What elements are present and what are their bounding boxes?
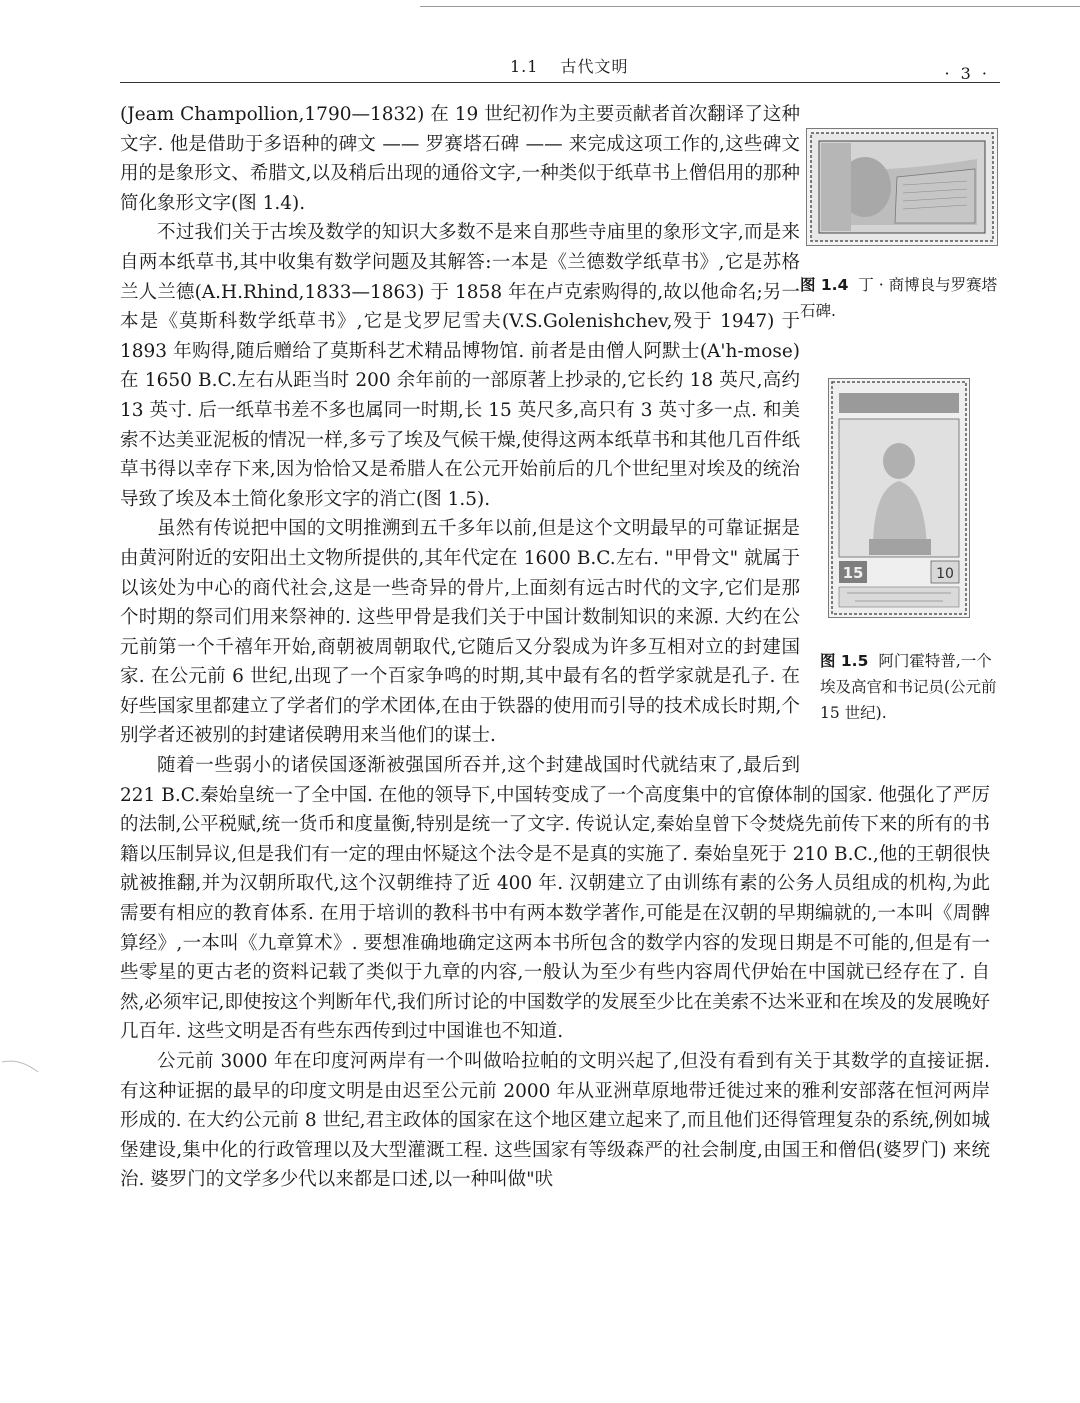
paragraph-chinese-civilization: 虽然有传说把中国的文明推溯到五千多年以前,但是这个文明最早的可靠证据是由黄河附近的安阳出土文物所提供的,其年代定在 1600 B.C.左右. "甲骨文" 就属于以该处为中心的商代社会,这是一些奇异的骨片,上面刻有远古时代的文字,它们是那个时期的祭司们用来祭神的. 这些甲骨是我们关于中国计数制知识的来源. 大约在公元前第一个千禧年开始,商朝被周朝取代,它随后又分裂成为许多互相对立的封建国家. 在公元前 6 世纪,出现了一个百家争鸣的时期,其中最有名的哲学家就是孔子. 在好些国家里都建立了学者们的学术团体,在由于铁器的使用而引导的技术成长时期,个别学者还被别的封建诸侯聘用来当他们的谋士. (120, 518, 800, 747)
amenhotep-stamp-picture (829, 379, 969, 617)
header-rule (120, 82, 1000, 83)
figure-1-4-caption (800, 272, 1000, 324)
paragraph-indian-civilization: 公元前 3000 年在印度河两岸有一个叫做哈拉帕的文明兴起了,但没有看到有关于其数学的直接证据. 有这种证据的最早的印度文明是由迟至公元前 2000 年从亚洲草原地带迁徙过来的雅利安部落在恒河两岸形成的. 在大约公元前 8 世纪,君主政体的国家在这个地区建立起来了,而且他们还得管理复杂的系统,例如城堡建设,集中化的行政管理以及大型灌溉工程. 这些国家有等级森严的社会制度,由国王和僧侣(婆罗门) 来统治. 婆罗门的文学多少代以来都是口述,以一种叫做"吠 (120, 1051, 990, 1191)
figure-1-4-label: 图 1.4 (800, 276, 849, 294)
section-number: 1.1 (510, 57, 539, 76)
section-title: 古代文明 (560, 57, 629, 76)
figure-1-4-caption-text: 丁 · 商博良与罗赛塔石碑. (800, 276, 998, 320)
figure-1-5-label: 图 1.5 (820, 652, 869, 670)
figure-1-5-caption-text: 阿门霍特普,一个埃及高官和书记员(公元前 15 世纪). (820, 652, 997, 722)
stamp-value-right: 10 (936, 566, 954, 582)
figure-1-4-image (806, 128, 998, 246)
figure-1-5 (820, 378, 1000, 726)
figure-1-5-caption (820, 648, 1000, 726)
running-header (120, 50, 1000, 90)
section-heading (510, 54, 628, 77)
paragraph-qin-han: 随着一些弱小的诸侯国逐渐被强国所吞并,这个封建战国时代就结束了,最后到 221 B.C.秦始皇统一了全中国. 在他的领导下,中国转变成了一个高度集中的官僚体制的国家. 他强化了严厉的法制,公平税赋,统一货币和度量衡,特别是统一了文字. 传说认定,秦始皇曾下令焚烧先前传下来的所有的书籍以压制异议,但是我们有一定的理由怀疑这个法令是不是真的实施了. 秦始皇死于 210 B.C.,他的王朝很快就被推翻,并为汉朝所取代,这个汉朝维持了近 400 年. 汉朝建立了由训练有素的公务人员组成的机构,为此需要有相应的教育体系. 在用于培训的教科书中有两本数学著作,可能是在汉朝的早期编就的,一本叫《周髀算经》,一本叫《九章算术》. 要想准确地确定这两本书所包含的数学内容的发现日期是不可能的,但是有一些零星的更古老的资料记载了类似于九章的内容,一般认为至少有些内容周代伊始在中国就已经存在了. 自然,必须牢记,即使按这个判断年代,我们所讨论的中国数学的发展至少比在美索不达米亚和在埃及的发展晚好几百年. 这些文明是否有些东西传到过中国谁也不知道. (120, 755, 990, 1043)
scan-artifact-mark (0, 1050, 60, 1080)
stamp-value-left: 15 (842, 564, 864, 582)
page-number: · 3 · (944, 64, 990, 83)
paragraph-egyptian-papyri: 不过我们关于古埃及数学的知识大多数不是来自那些寺庙里的象形文字,而是来自两本纸草书,其中收集有数学问题及其解答:一本是《兰德数学纸草书》,它是苏格兰人兰德(A.H.Rhind,1833—1863) 于 1858 年在卢克索购得的,故以他命名;另一本是《莫斯科数学纸草书》,它是戈罗尼雪夫(V.S.Golenishchev,殁于 1947) 于 1893 年购得,随后赠给了莫斯科艺术精品博物馆. 前者是由僧人阿默士(A'h-mose) 在 1650 B.C.左右从距当时 200 余年前的一部原著上抄录的,它长约 18 英尺,高约 13 英寸. 后一纸草书差不多也属同一时期,长 15 英尺多,高只有 3 英寸多一点. 和美索不达美亚泥板的情况一样,多亏了埃及气候干燥,使得这两本纸草书和其他几百件纸草书得以幸存下来,因为恰恰又是希腊人在公元开始前后的几个世纪里对埃及的统治导致了埃及本土简化象形文字的消亡(图 1.5). (120, 222, 800, 510)
rosetta-stone-stamp-picture (807, 129, 997, 245)
scan-top-rule (420, 6, 1080, 7)
figure-1-5-image (828, 378, 970, 618)
paragraph-champollion: (Jeam Champollion,1790—1832) 在 19 世纪初作为主要贡献者首次翻译了这种文字. 他是借助于多语种的碑文 —— 罗赛塔石碑 —— 来完成这项工作的,这些碑文用的是象形文、希腊文,以及稍后出现的通俗文字,一种类似于纸草书上僧侣用的那种简化象形文字(图 1.4). (120, 104, 800, 214)
figure-1-4 (800, 128, 1000, 324)
